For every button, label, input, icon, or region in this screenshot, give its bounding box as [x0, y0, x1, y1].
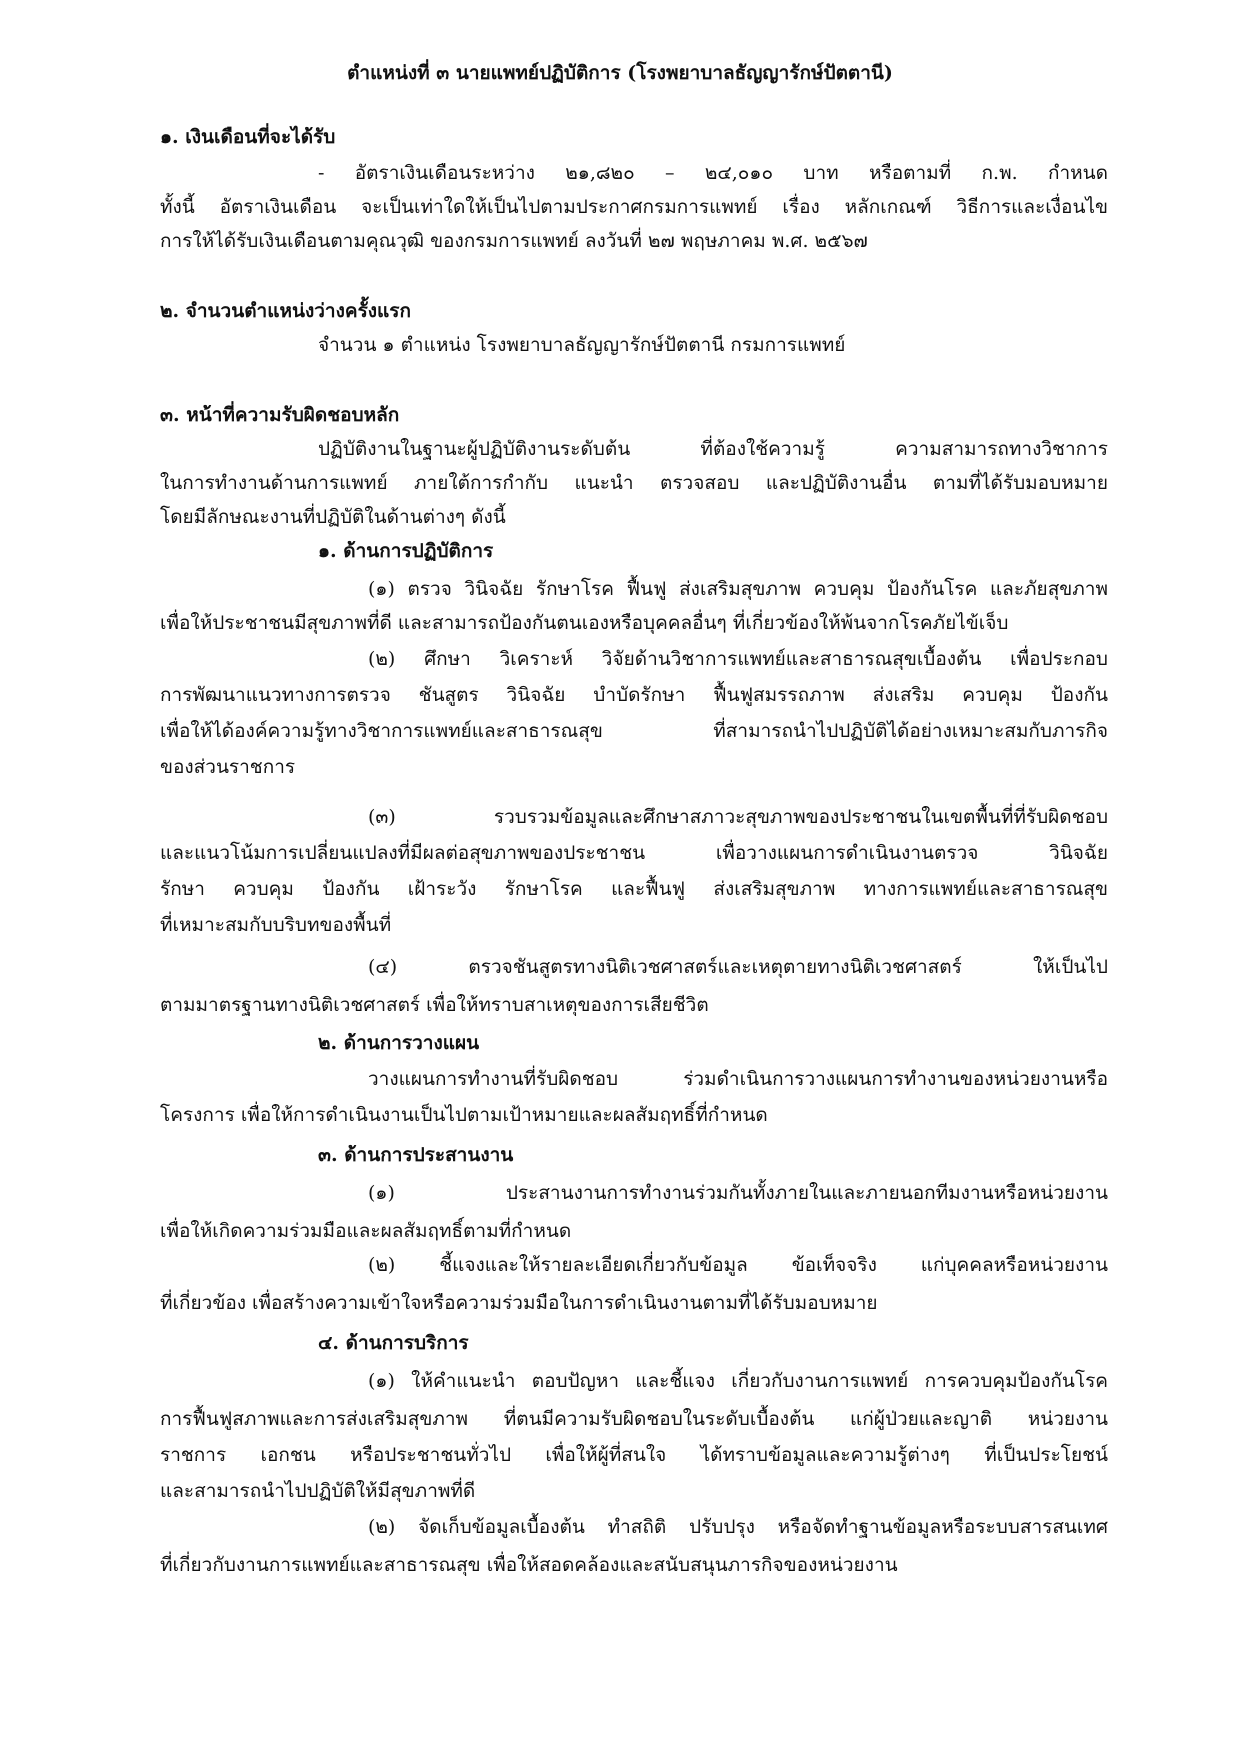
subsection-heading-planning: ๒. ด้านการวางแผน — [318, 1032, 480, 1054]
service-item-1-line-2: การฟื้นฟูสภาพและการส่งเสริมสุขภาพ ที่ตนมีความรับผิดชอบในระดับเบื้องต้น แก่ผู้ป่วยและญาติ หน่วยงาน — [160, 1408, 1108, 1430]
operations-item-2-line-1: (๒) ศึกษา วิเคราะห์ วิจัยด้านวิชาการแพทย์และสาธารณสุขเบื้องต้น เพื่อประกอบ — [368, 648, 1108, 670]
duties-intro-line-3: โดยมีลักษณะงานที่ปฏิบัติในด้านต่างๆ ดังนี้ — [160, 506, 506, 528]
service-item-1-line-4: และสามารถนำไปปฏิบัติให้มีสุขภาพที่ดี — [160, 1480, 476, 1502]
subsection-heading-coordination: ๓. ด้านการประสานงาน — [318, 1144, 514, 1166]
section-heading-vacancy: ๒. จำนวนตำแหน่งว่างครั้งแรก — [160, 300, 412, 322]
coordination-item-2-line-2: ที่เกี่ยวข้อง เพื่อสร้างความเข้าใจหรือความร่วมมือในการดำเนินงานตามที่ได้รับมอบหมาย — [160, 1292, 878, 1314]
salary-line-3: การให้ได้รับเงินเดือนตามคุณวุฒิ ของกรมการแพทย์ ลงวันที่ ๒๗ พฤษภาคม พ.ศ. ๒๕๖๗ — [160, 230, 868, 252]
page-title: ตำแหน่งที่ ๓ นายแพทย์ปฏิบัติการ (โรงพยาบาลธัญญารักษ์ปัตตานี) — [347, 62, 893, 84]
service-item-1-line-3: ราชการ เอกชน หรือประชาชนทั่วไป เพื่อให้ผู้ที่สนใจ ได้ทราบข้อมูลและความรู้ต่างๆ ที่เป็นประโยชน์ — [160, 1444, 1108, 1466]
operations-item-2-line-4: ของส่วนราชการ — [160, 756, 296, 778]
duties-intro-line-2: ในการทำงานด้านการแพทย์ ภายใต้การกำกับ แนะนำ ตรวจสอบ และปฏิบัติงานอื่น ตามที่ได้รับมอบหมาย — [160, 472, 1108, 494]
coordination-item-1-line-2: เพื่อให้เกิดความร่วมมือและผลสัมฤทธิ์ตามที่กำหนด — [160, 1220, 572, 1242]
section-heading-salary: ๑. เงินเดือนที่จะได้รับ — [160, 126, 336, 148]
coordination-item-2-line-1: (๒) ชี้แจงและให้รายละเอียดเกี่ยวกับข้อมูล ข้อเท็จจริง แก่บุคคลหรือหน่วยงาน — [368, 1254, 1108, 1276]
operations-item-3-line-3: รักษา ควบคุม ป้องกัน เฝ้าระวัง รักษาโรค และฟื้นฟู ส่งเสริมสุขภาพ ทางการแพทย์และสาธารณสุข — [160, 878, 1108, 900]
operations-item-2-line-2: การพัฒนาแนวทางการตรวจ ชันสูตร วินิจฉัย บำบัดรักษา ฟื้นฟูสมรรถภาพ ส่งเสริม ควบคุม ป้องกัน — [160, 684, 1108, 706]
duties-intro-line-1: ปฏิบัติงานในฐานะผู้ปฏิบัติงานระดับต้น ที่ต้องใช้ความรู้ ความสามารถทางวิชาการ — [318, 438, 1108, 460]
operations-item-3-line-2: และแนวโน้มการเปลี่ยนแปลงที่มีผลต่อสุขภาพของประชาชน เพื่อวางแผนการดำเนินงานตรวจ วินิจฉัย — [160, 842, 1108, 864]
vacancy-line-1: จำนวน ๑ ตำแหน่ง โรงพยาบาลธัญญารักษ์ปัตตานี กรมการแพทย์ — [318, 334, 846, 356]
service-item-1-line-1: (๑) ให้คำแนะนำ ตอบปัญหา และชี้แจง เกี่ยวกับงานการแพทย์ การควบคุมป้องกันโรค — [368, 1370, 1108, 1392]
salary-line-1: - อัตราเงินเดือนระหว่าง ๒๑,๘๒๐ – ๒๔,๐๑๐ บาท หรือตามที่ ก.พ. กำหนด — [318, 162, 1108, 184]
operations-item-4-line-1: (๔) ตรวจชันสูตรทางนิติเวชศาสตร์และเหตุตายทางนิติเวชศาสตร์ ให้เป็นไป — [368, 956, 1108, 978]
operations-item-1-line-2: เพื่อให้ประชาชนมีสุขภาพที่ดี และสามารถป้องกันตนเองหรือบุคคลอื่นๆ ที่เกี่ยวข้องให้พ้นจากโรคภัยไข้เจ็บ — [160, 612, 1009, 634]
coordination-item-1-line-1: (๑) ประสานงานการทำงานร่วมกันทั้งภายในและภายนอกทีมงานหรือหน่วยงาน — [368, 1182, 1108, 1204]
planning-line-1: วางแผนการทำงานที่รับผิดชอบ ร่วมดำเนินการวางแผนการทำงานของหน่วยงานหรือ — [368, 1068, 1108, 1090]
service-item-2-line-2: ที่เกี่ยวกับงานการแพทย์และสาธารณสุข เพื่อให้สอดคล้องและสนับสนุนภารกิจของหน่วยงาน — [160, 1554, 898, 1576]
service-item-2-line-1: (๒) จัดเก็บข้อมูลเบื้องต้น ทำสถิติ ปรับปรุง หรือจัดทำฐานข้อมูลหรือระบบสารสนเทศ — [368, 1516, 1108, 1538]
operations-item-4-line-2: ตามมาตรฐานทางนิติเวชศาสตร์ เพื่อให้ทราบสาเหตุของการเสียชีวิต — [160, 994, 709, 1016]
operations-item-1-line-1: (๑) ตรวจ วินิจฉัย รักษาโรค ฟื้นฟู ส่งเสริมสุขภาพ ควบคุม ป้องกันโรค และภัยสุขภาพ — [368, 578, 1108, 600]
operations-item-3-line-1: (๓) รวบรวมข้อมูลและศึกษาสภาวะสุขภาพของประชาชนในเขตพื้นที่ที่รับผิดชอบ — [368, 806, 1108, 828]
operations-item-3-line-4: ที่เหมาะสมกับบริบทของพื้นที่ — [160, 914, 392, 936]
subsection-heading-operations: ๑. ด้านการปฏิบัติการ — [318, 540, 494, 562]
planning-line-2: โครงการ เพื่อให้การดำเนินงานเป็นไปตามเป้าหมายและผลสัมฤทธิ์ที่กำหนด — [160, 1104, 768, 1126]
salary-line-2: ทั้งนี้ อัตราเงินเดือน จะเป็นเท่าใดให้เป็นไปตามประกาศกรมการแพทย์ เรื่อง หลักเกณฑ์ วิธีการและเงื่อนไข — [160, 196, 1108, 218]
subsection-heading-service: ๔. ด้านการบริการ — [318, 1332, 469, 1354]
operations-item-2-line-3: เพื่อให้ได้องค์ความรู้ทางวิชาการแพทย์และสาธารณสุข ที่สามารถนำไปปฏิบัติได้อย่างเหมาะสมกับภารกิจ — [160, 720, 1108, 742]
section-heading-duties: ๓. หน้าที่ความรับผิดชอบหลัก — [160, 404, 400, 426]
